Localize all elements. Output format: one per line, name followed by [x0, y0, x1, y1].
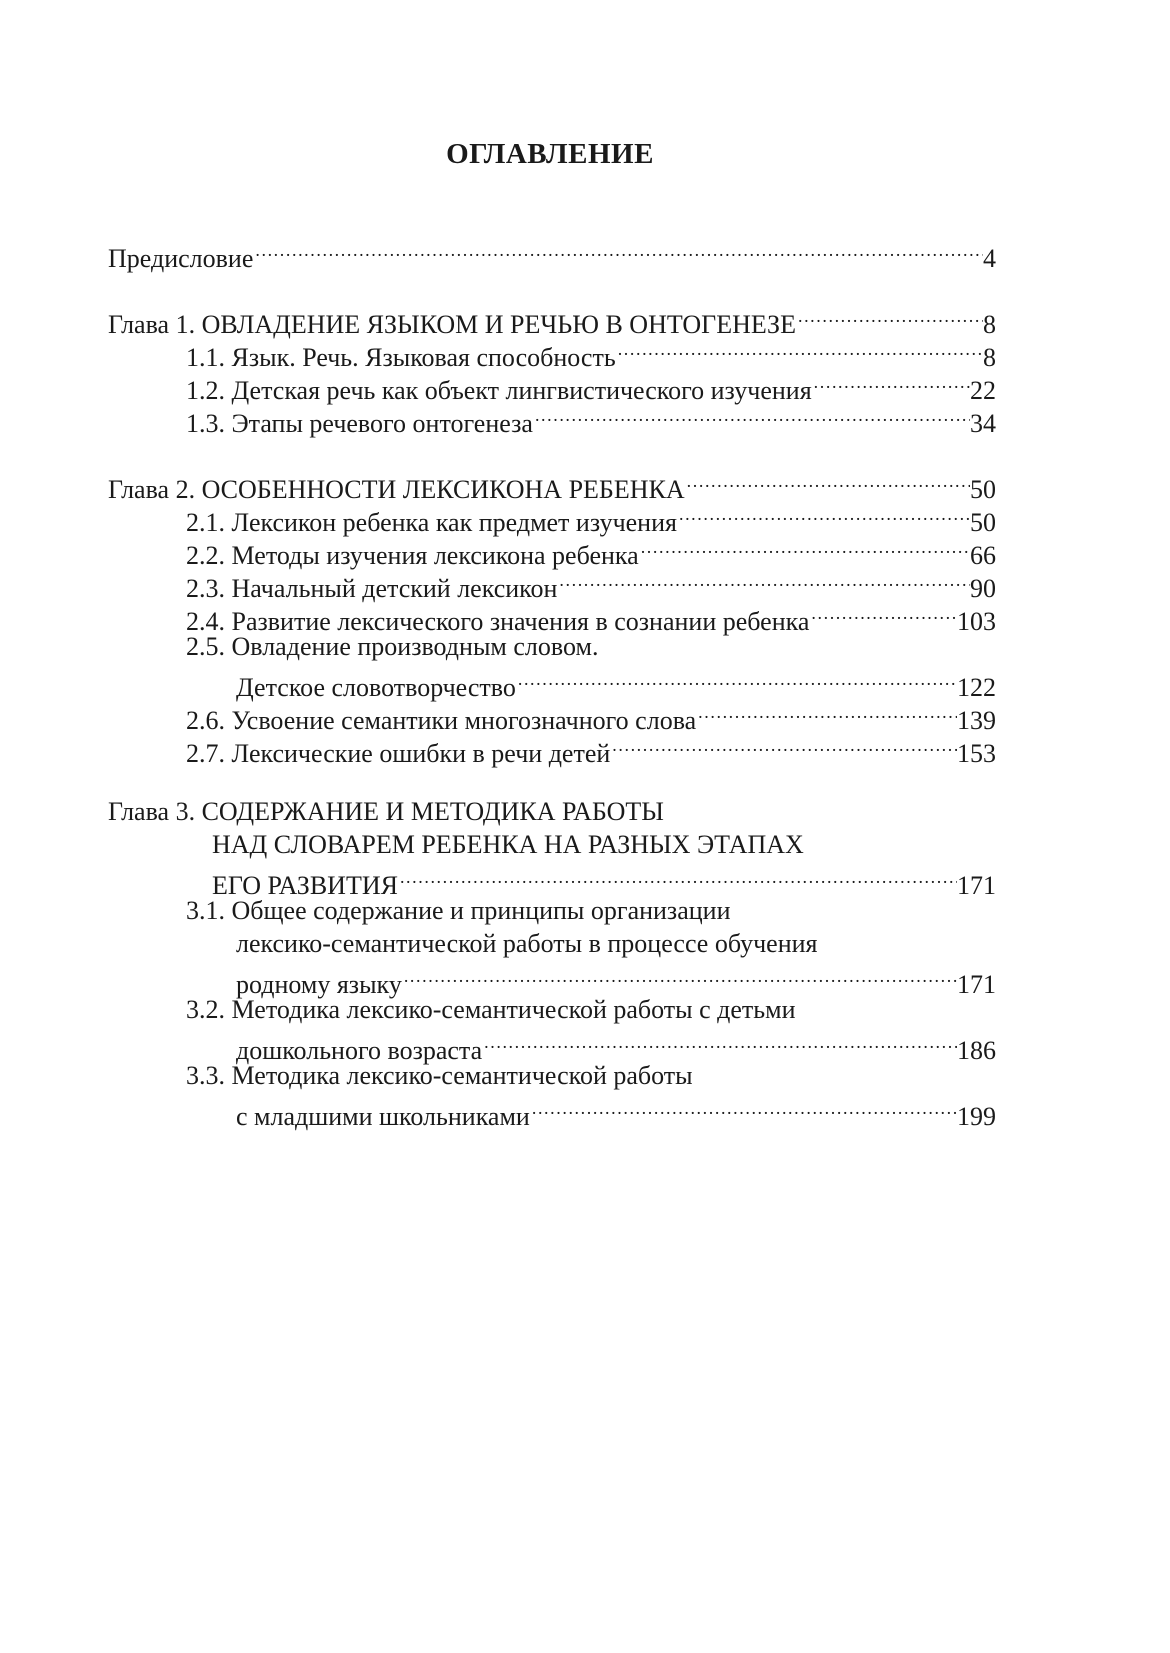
toc-entry-label: Глава 3. СОДЕРЖАНИЕ И МЕТОДИКА РАБОТЫ: [108, 797, 664, 826]
toc-entry-label: лексико-семантической работы в процессе обучения: [236, 929, 818, 958]
toc-entry-page: 34: [970, 409, 996, 438]
table-of-contents: [108, 234, 996, 1131]
toc-entry-label: Глава 1. ОВЛАДЕНИЕ ЯЗЫКОМ И РЕЧЬЮ В ОНТОГЕНЕЗЕ: [108, 310, 796, 339]
toc-entry-section-3-1[interactable]: [108, 894, 996, 927]
toc-entry-page: 153: [957, 739, 996, 768]
toc-entry-section-3-3[interactable]: [108, 1059, 996, 1092]
toc-entry-label: ЕГО РАЗВИТИЯ: [212, 871, 398, 900]
toc-entry-section-3-2[interactable]: [108, 993, 996, 1026]
page-title: ОГЛАВЛЕНИЕ: [446, 138, 654, 170]
toc-entry-preface[interactable]: [108, 234, 996, 273]
toc-entry-label: 2.4. Развитие лексического значения в сознании ребенка: [186, 607, 810, 636]
dot-leader: [530, 1092, 957, 1125]
toc-entry-section-2-5[interactable]: [108, 630, 996, 663]
dot-leader: [402, 960, 957, 993]
toc-entry-page: 4: [983, 244, 996, 273]
toc-entry-chapter-2[interactable]: [108, 465, 996, 504]
toc-entry-page: 50: [970, 508, 996, 537]
toc-entry-page: 66: [970, 541, 996, 570]
toc-entry-page: 186: [957, 1036, 996, 1065]
dot-leader: [398, 861, 957, 894]
dot-leader: [482, 1026, 957, 1059]
toc-entry-label: 2.6. Усвоение семантики многозначного слова: [186, 706, 697, 735]
toc-entry-label: родному языку: [236, 970, 402, 999]
toc-entry-label: 2.7. Лексические ошибки в речи детей: [186, 739, 611, 768]
toc-entry-page: 22: [970, 376, 996, 405]
toc-entry-page: 171: [957, 871, 996, 900]
dot-leader: [610, 729, 957, 762]
toc-entry-section-3-1-line-2[interactable]: [108, 927, 996, 960]
toc-entry-label: 3.2. Методика лексико-семантической работы с детьми: [186, 995, 796, 1024]
toc-entry-label: 2.1. Лексикон ребенка как предмет изучения: [186, 508, 677, 537]
toc-entry-label: Предисловие: [108, 244, 254, 273]
dot-leader: [557, 564, 970, 597]
toc-entry-chapter-3[interactable]: [108, 795, 996, 828]
toc-entry-section-2-5-continued[interactable]: [108, 663, 996, 702]
dot-leader: [677, 498, 970, 531]
toc-entry-chapter-3-line-2[interactable]: [108, 828, 996, 861]
toc-entry-label: 3.1. Общее содержание и принципы организации: [186, 896, 731, 925]
dot-leader: [253, 234, 983, 267]
toc-entry-label: 3.3. Методика лексико-семантической работы: [186, 1061, 693, 1090]
toc-entry-label: 2.2. Методы изучения лексикона ребенка: [186, 541, 639, 570]
dot-leader: [685, 465, 970, 498]
dot-leader: [796, 300, 983, 333]
toc-entry-page: 139: [957, 706, 996, 735]
toc-entry-page: 199: [957, 1102, 996, 1131]
dot-leader: [696, 696, 957, 729]
toc-entry-label: 1.2. Детская речь как объект лингвистического изучения: [186, 376, 812, 405]
dot-leader: [616, 333, 983, 366]
toc-entry-chapter-1[interactable]: [108, 300, 996, 339]
toc-entry-label: с младшими школьниками: [236, 1102, 530, 1131]
toc-entry-page: 50: [970, 475, 996, 504]
toc-entry-page: 171: [957, 970, 996, 999]
dot-leader: [812, 366, 970, 399]
toc-entry-page: 90: [970, 574, 996, 603]
toc-entry-label: НАД СЛОВАРЕМ РЕБЕНКА НА РАЗНЫХ ЭТАПАХ: [212, 830, 804, 859]
toc-entry-label: 1.3. Этапы речевого онтогенеза: [186, 409, 533, 438]
toc-entry-label: 2.5. Овладение производным словом.: [186, 632, 599, 661]
toc-entry-label: Глава 2. ОСОБЕННОСТИ ЛЕКСИКОНА РЕБЕНКА: [108, 475, 685, 504]
toc-entry-label: 2.3. Начальный детский лексикон: [186, 574, 558, 603]
toc-entry-label: Детское словотворчество: [236, 673, 516, 702]
dot-leader: [639, 531, 970, 564]
toc-entry-section-3-3-line-2[interactable]: [108, 1092, 996, 1131]
toc-entry-label: 1.1. Язык. Речь. Языковая способность: [186, 343, 616, 372]
toc-entry-chapter-3-line-3[interactable]: [108, 861, 996, 900]
toc-entry-label: дошкольного возраста: [236, 1036, 483, 1065]
dot-leader: [533, 399, 970, 432]
toc-entry-page: 8: [983, 343, 996, 372]
toc-entry-page: 103: [957, 607, 996, 636]
dot-leader: [809, 597, 957, 630]
toc-entry-page: 122: [957, 673, 996, 702]
toc-entry-page: 8: [983, 310, 996, 339]
toc-entry-section-3-1-line-3[interactable]: [108, 960, 996, 999]
toc-entry-section-3-2-line-2[interactable]: [108, 1026, 996, 1065]
dot-leader: [516, 663, 957, 696]
